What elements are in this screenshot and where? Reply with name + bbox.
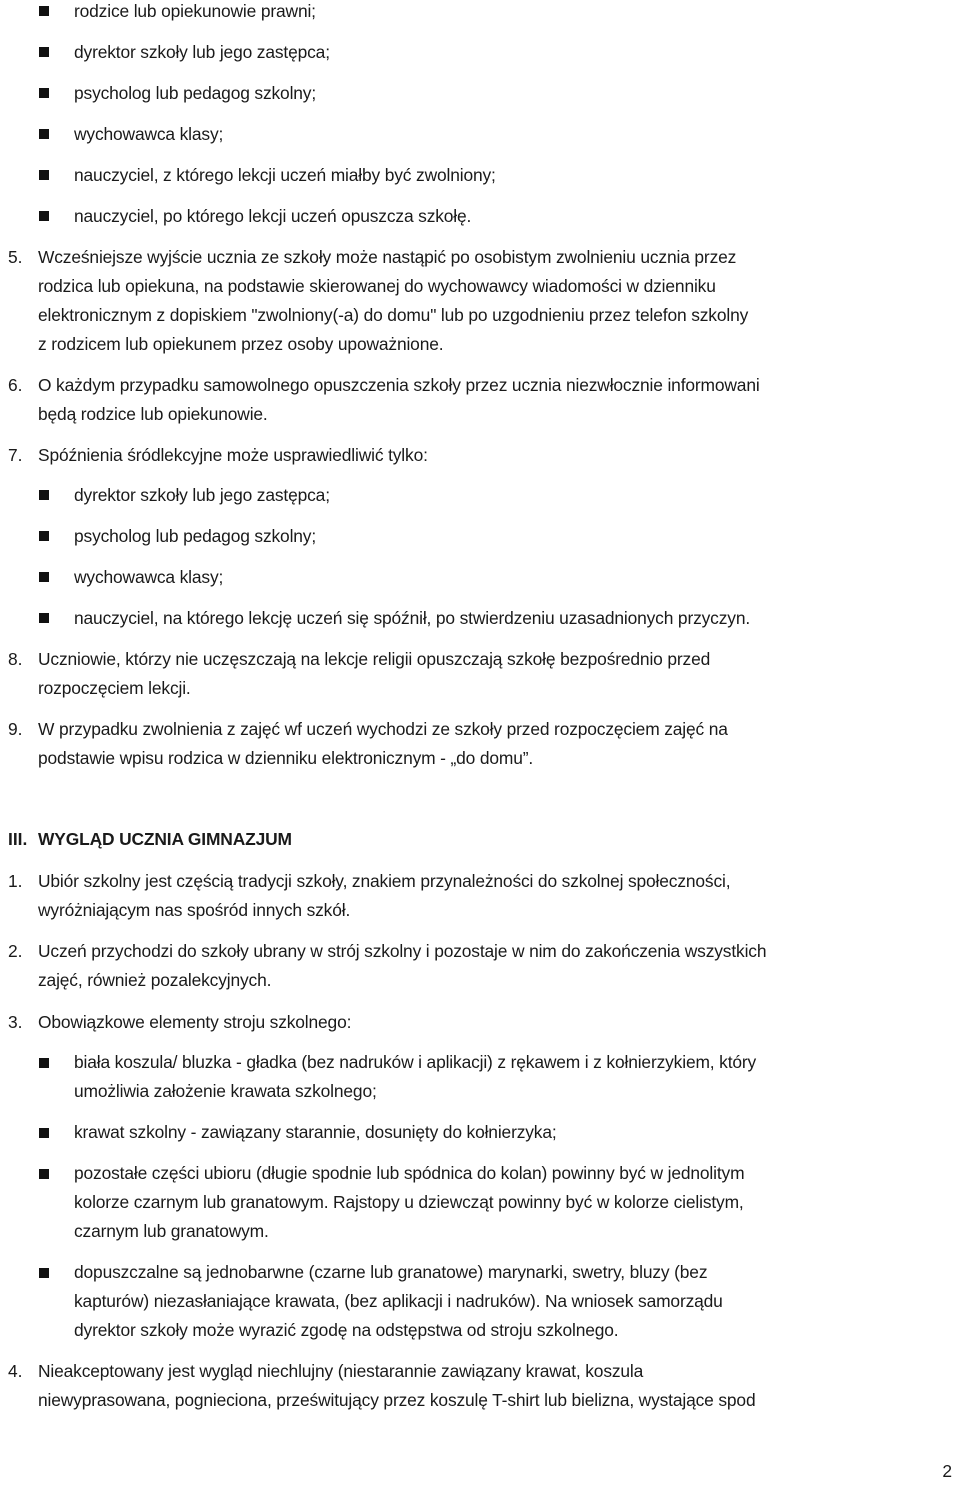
item-number: 7.: [8, 445, 23, 465]
bullet-icon: [39, 211, 49, 221]
paragraph-line: W przypadku zwolnienia z zajęć wf uczeń wychodzi ze szkoły przed rozpoczęciem zajęć na: [38, 719, 728, 739]
list-item: biała koszula/ bluzka - gładka (bez nadruków i aplikacji) z rękawem i z kołnierzykiem, który: [74, 1052, 757, 1072]
item-number: 3.: [8, 1012, 23, 1032]
paragraph-line: podstawie wpisu rodzica w dzienniku elektronicznym - „do domu”.: [38, 748, 534, 768]
list-item: wychowawca klasy;: [74, 567, 224, 587]
list-item: krawat szkolny - zawiązany starannie, dosunięty do kołnierzyka;: [74, 1122, 557, 1142]
list-item: rodzice lub opiekunowie prawni;: [74, 1, 316, 21]
bullet-icon: [39, 531, 49, 541]
bullet-icon: [39, 613, 49, 623]
page-number: 2: [942, 1461, 952, 1481]
paragraph-line: rodzica lub opiekuna, na podstawie skierowanej do wychowawcy wiadomości w dzienniku: [38, 276, 716, 296]
paragraph-line: z rodzicem lub opiekunem przez osoby upoważnione.: [38, 334, 444, 354]
list-item: dyrektor szkoły lub jego zastępca;: [74, 485, 330, 505]
bullet-icon: [39, 47, 49, 57]
paragraph-line: Uczeń przychodzi do szkoły ubrany w strój szkolny i pozostaje w nim do zakończenia wszystkich: [38, 941, 767, 961]
paragraph-line: O każdym przypadku samowolnego opuszczenia szkoły przez ucznia niezwłocznie informowani: [38, 375, 760, 395]
list-item: psycholog lub pedagog szkolny;: [74, 83, 317, 103]
paragraph-line: rozpoczęciem lekcji.: [38, 678, 191, 698]
bullet-icon: [39, 1169, 49, 1179]
list-item: nauczyciel, po którego lekcji uczeń opuszcza szkołę.: [74, 206, 472, 226]
item-number: 9.: [8, 719, 23, 739]
item-number: 8.: [8, 649, 23, 669]
list-item: kolorze czarnym lub granatowym. Rajstopy u dziewcząt powinny być w kolorze cielistym,: [74, 1192, 744, 1212]
bullet-icon: [39, 129, 49, 139]
list-item: pozostałe części ubioru (długie spodnie lub spódnica do kolan) powinny być w jednolitym: [74, 1163, 745, 1183]
item-number: 2.: [8, 941, 23, 961]
item-number: 4.: [8, 1361, 23, 1381]
paragraph-line: będą rodzice lub opiekunowie.: [38, 404, 268, 424]
paragraph-line: Wcześniejsze wyjście ucznia ze szkoły może nastąpić po osobistym zwolnieniu ucznia przez: [38, 247, 737, 267]
section-number: III.: [8, 829, 28, 849]
paragraph-line: Spóźnienia śródlekcyjne może usprawiedliwić tylko:: [38, 445, 428, 465]
bullet-icon: [39, 490, 49, 500]
paragraph-line: Nieakceptowany jest wygląd niechlujny (niestarannie zawiązany krawat, koszula: [38, 1361, 644, 1381]
paragraph-line: Obowiązkowe elementy stroju szkolnego:: [38, 1012, 352, 1032]
list-item: nauczyciel, z którego lekcji uczeń miałby być zwolniony;: [74, 165, 496, 185]
bullet-icon: [39, 1128, 49, 1138]
bullet-icon: [39, 6, 49, 16]
item-number: 5.: [8, 247, 23, 267]
bullet-icon: [39, 170, 49, 180]
list-item: dopuszczalne są jednobarwne (czarne lub granatowe) marynarki, swetry, bluzy (bez: [74, 1262, 708, 1282]
list-item: wychowawca klasy;: [74, 124, 224, 144]
section-heading: WYGLĄD UCZNIA GIMNAZJUM: [38, 829, 292, 849]
list-item: dyrektor szkoły może wyrazić zgodę na odstępstwa od stroju szkolnego.: [74, 1320, 619, 1340]
bullet-icon: [39, 572, 49, 582]
item-number: 6.: [8, 375, 23, 395]
list-item: umożliwia założenie krawata szkolnego;: [74, 1081, 377, 1101]
list-item: nauczyciel, na którego lekcję uczeń się spóźnił, po stwierdzeniu uzasadnionych przyczyn.: [74, 608, 751, 628]
paragraph-line: Ubiór szkolny jest częścią tradycji szkoły, znakiem przynależności do szkolnej społeczności,: [38, 871, 731, 891]
list-item: kapturów) niezasłaniające krawata, (bez aplikacji i nadruków). Na wniosek samorządu: [74, 1291, 723, 1311]
bullet-icon: [39, 1058, 49, 1068]
bullet-icon: [39, 88, 49, 98]
list-item: czarnym lub granatowym.: [74, 1221, 269, 1241]
item-number: 1.: [8, 871, 23, 891]
paragraph-line: elektronicznym z dopiskiem "zwolniony(-a) do domu" lub po uzgodnieniu przez telefon szkolny: [38, 305, 749, 325]
paragraph-line: niewyprasowana, pognieciona, prześwitujący przez koszulę T-shirt lub bielizna, wystające spod: [38, 1390, 756, 1410]
list-item: psycholog lub pedagog szkolny;: [74, 526, 317, 546]
bullet-icon: [39, 1268, 49, 1278]
paragraph-line: wyróżniającym nas spośród innych szkół.: [38, 900, 351, 920]
list-item: dyrektor szkoły lub jego zastępca;: [74, 42, 330, 62]
paragraph-line: Uczniowie, którzy nie uczęszczają na lekcje religii opuszczają szkołę bezpośrednio przed: [38, 649, 711, 669]
paragraph-line: zajęć, również pozalekcyjnych.: [38, 970, 272, 990]
